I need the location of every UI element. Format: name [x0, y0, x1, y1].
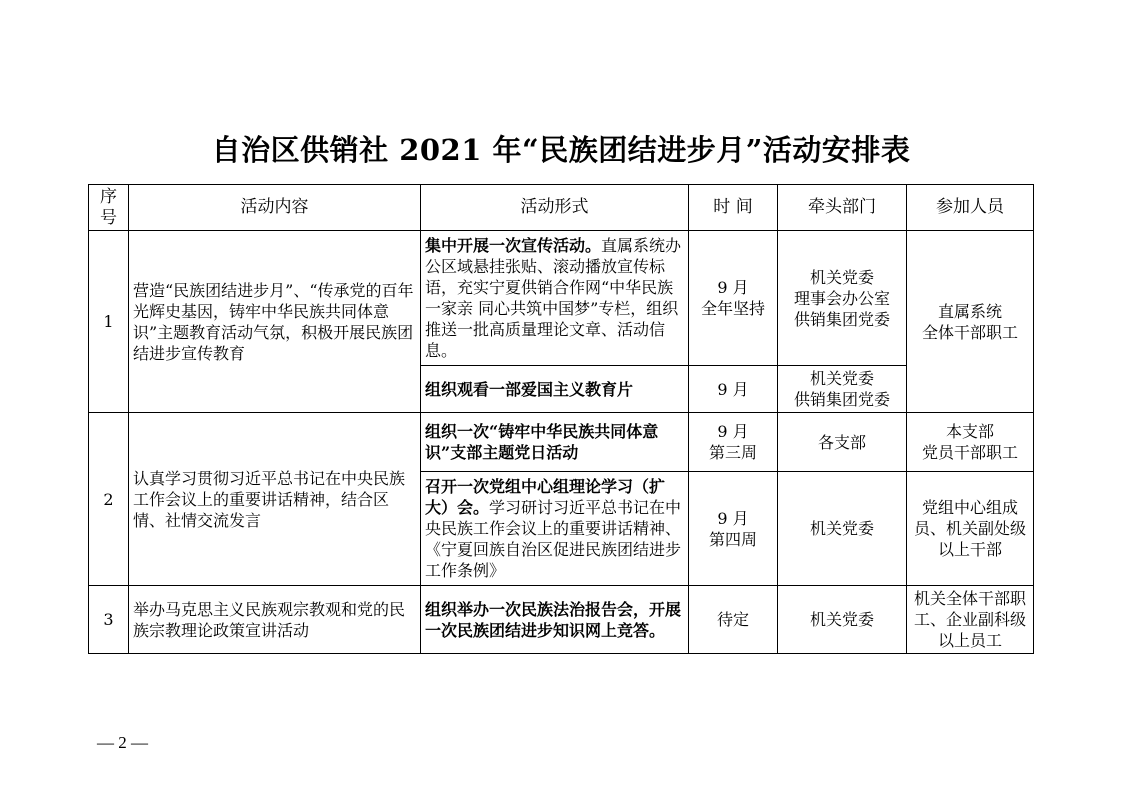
- header-no: 序号: [89, 185, 129, 231]
- activity-form-headline: 组织观看一部爱国主义教育片: [425, 379, 634, 399]
- activity-schedule-table: [88, 184, 1034, 654]
- lead-department: 各支部: [778, 413, 907, 472]
- header-content: 活动内容: [129, 185, 421, 231]
- activity-time: 待定: [689, 586, 778, 654]
- activity-form: [421, 586, 689, 654]
- activity-content: 认真学习贯彻习近平总书记在中央民族工作会议上的重要讲话精神，结合区情、社情交流发言: [129, 413, 421, 586]
- participants: 机关全体干部职工、企业副科级以上员工: [907, 586, 1034, 654]
- activity-form: [421, 413, 689, 472]
- activity-form-headline: 组织举办一次民族法治报告会，开展一次民族团结进步知识网上竞答。: [425, 599, 682, 640]
- table-header-row: [89, 185, 1034, 231]
- activity-time: 9 月 全年坚持: [689, 231, 778, 366]
- activity-form: [421, 366, 689, 413]
- header-lead: 牵头部门: [778, 185, 907, 231]
- participants: 直属系统 全体干部职工: [907, 231, 1034, 413]
- header-time: 时 间: [689, 185, 778, 231]
- activity-time: 9 月: [689, 366, 778, 413]
- lead-department: 机关党委: [778, 586, 907, 654]
- row-number: 1: [89, 231, 129, 413]
- table-row: [89, 586, 1034, 654]
- lead-department: 机关党委: [778, 472, 907, 586]
- activity-form-headline: 组织一次“铸牢中华民族共同体意识”支部主题党日活动: [425, 422, 659, 462]
- participants: 本支部 党员干部职工: [907, 413, 1034, 472]
- activity-time: 9 月 第三周: [689, 413, 778, 472]
- activity-content: 举办马克思主义民族观宗教观和党的民族宗教理论政策宣讲活动: [129, 586, 421, 654]
- participants: 党组中心组成员、机关副处级以上干部: [907, 472, 1034, 586]
- header-form: 活动形式: [421, 185, 689, 231]
- activity-content: 营造“民族团结进步月”、“传承党的百年光辉史基因，铸牢中华民族共同体意识”主题教育活动气氛，积极开展民族团结进步宣传教育: [129, 231, 421, 413]
- activity-time: 9 月 第四周: [689, 472, 778, 586]
- lead-department: 机关党委 理事会办公室 供销集团党委: [778, 231, 907, 366]
- row-number: 2: [89, 413, 129, 586]
- document-title: 自治区供销社 2021 年“民族团结进步月”活动安排表: [211, 133, 911, 167]
- lead-department: 机关党委 供销集团党委: [778, 366, 907, 413]
- header-participants: 参加人员: [907, 185, 1034, 231]
- page-number: — 2 —: [97, 733, 148, 752]
- activity-form-headline: 集中开展一次宣传活动。: [425, 236, 602, 255]
- activity-form: [421, 231, 689, 366]
- table-row: [89, 231, 1034, 366]
- activity-form-detail: 学习研讨习近平总书记在中央民族工作会议上的重要讲话精神、《宁夏回族自治区促进民族团结进步工作条例》: [425, 498, 682, 580]
- row-number: 3: [89, 586, 129, 654]
- table-row: [89, 413, 1034, 472]
- activity-form-headline: 召开一次党组中心组理论学习（扩大）会。: [425, 477, 666, 517]
- activity-form: [421, 472, 689, 586]
- activity-form-detail: 直属系统办公区域悬挂张贴、滚动播放宣传标语，充实宁夏供销合作网“中华民族一家亲 同心共筑中国梦”专栏，组织推送一批高质量理论文章、活动信息。: [425, 236, 682, 360]
